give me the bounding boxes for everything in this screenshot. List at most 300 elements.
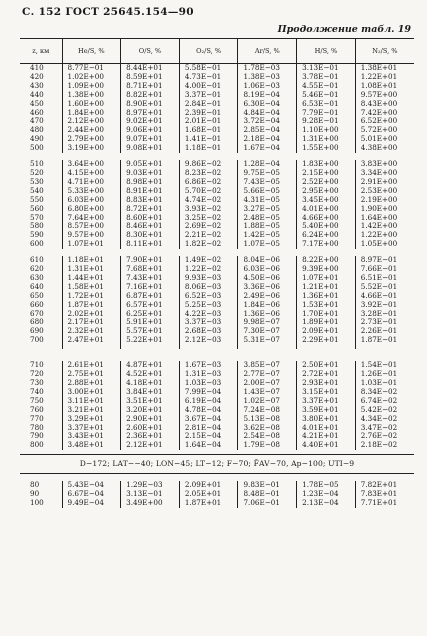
value-cell: 7.43E+01 (121, 274, 180, 283)
value-cell: 3.72E−04 (238, 117, 297, 126)
value-cell: 2.26E−01 (355, 327, 414, 336)
value-cell: 2.79E+00 (62, 135, 121, 144)
table-block-80-100 (20, 481, 414, 508)
table-row (20, 144, 414, 153)
value-cell: 9.28E−01 (297, 117, 356, 126)
value-cell: 2.36E+01 (121, 432, 180, 441)
value-cell: 7.99E−04 (179, 388, 238, 397)
value-cell: 1.78E−03 (238, 64, 297, 73)
value-cell: 3.13E−01 (297, 64, 356, 73)
value-cell: 1.31E+01 (62, 265, 121, 274)
value-cell: 2.75E+01 (62, 370, 121, 379)
value-cell: 4.74E−02 (179, 196, 238, 205)
value-cell: 1.22E−02 (179, 265, 238, 274)
value-cell: 3.37E−01 (179, 91, 238, 100)
value-cell: 2.68E−03 (179, 327, 238, 336)
value-cell: 7.79E−01 (297, 109, 356, 118)
value-cell: 4.18E+01 (121, 379, 180, 388)
value-cell: 9.57E+00 (62, 231, 121, 240)
value-cell: 9.57E+00 (355, 91, 414, 100)
value-cell: 5.46E−01 (297, 91, 356, 100)
value-cell: 6.86E−02 (179, 178, 238, 187)
value-cell: 8.90E+01 (121, 100, 180, 109)
value-cell: 8.71E+01 (121, 82, 180, 91)
value-cell: 9.03E+01 (121, 169, 180, 178)
value-cell: 6.57E+01 (121, 301, 180, 310)
altitude-cell: 700 (30, 335, 44, 345)
value-cell: 8.82E+01 (121, 91, 180, 100)
value-cell: 8.97E+01 (121, 109, 180, 118)
table-row (20, 441, 414, 450)
value-cell: 4.31E−05 (238, 196, 297, 205)
value-cell: 1.05E+00 (355, 240, 414, 249)
value-cell: 1.83E+00 (297, 160, 356, 169)
value-cell: 1.23E−04 (297, 490, 356, 499)
altitude-cell: 660 (30, 299, 44, 309)
value-cell: 1.43E−07 (238, 388, 297, 397)
value-cell: 1.03E−01 (355, 379, 414, 388)
value-cell: 1.87E+01 (179, 499, 238, 508)
altitude-cell: 800 (30, 440, 44, 450)
value-cell: 1.78E−05 (297, 481, 356, 490)
altitude-cell: 680 (30, 317, 44, 327)
value-cell: 4.78E−04 (179, 406, 238, 415)
value-cell: 5.43E−04 (62, 481, 121, 490)
value-cell: 3.93E−02 (179, 205, 238, 214)
value-cell: 2.21E−02 (179, 231, 238, 240)
value-cell: 1.49E−02 (179, 256, 238, 265)
value-cell: 4.40E+01 (297, 441, 356, 450)
value-cell: 1.31E+00 (297, 135, 356, 144)
value-cell: 4.55E−01 (297, 82, 356, 91)
value-cell: 2.47E+01 (62, 336, 121, 349)
value-cell: 1.55E+00 (297, 144, 356, 153)
value-cell: 1.38E+00 (62, 91, 121, 100)
value-cell: 8.60E+01 (121, 214, 180, 223)
value-cell: 4.87E+01 (121, 361, 180, 370)
value-cell: 1.08E+01 (355, 82, 414, 91)
value-cell: 5.40E+00 (297, 222, 356, 231)
value-cell: 6.24E+00 (297, 231, 356, 240)
value-cell: 9.05E+01 (121, 160, 180, 169)
value-cell: 2.09E+01 (179, 481, 238, 490)
value-cell: 7.71E+01 (355, 499, 414, 508)
value-cell: 7.90E+01 (121, 256, 180, 265)
value-cell: 9.02E+01 (121, 117, 180, 126)
value-cell: 1.67E−04 (238, 144, 297, 153)
table-row (20, 499, 414, 508)
table-header (20, 39, 414, 64)
value-cell: 9.07E+01 (121, 135, 180, 144)
value-cell: 8.48E−01 (238, 490, 297, 499)
value-cell: 2.02E+01 (62, 310, 121, 319)
value-cell: 8.04E−06 (238, 256, 297, 265)
value-cell: 5.52E−01 (355, 283, 414, 292)
value-cell: 8.98E+01 (121, 178, 180, 187)
value-cell: 4.73E−01 (179, 73, 238, 82)
data-table (20, 38, 414, 508)
value-cell: 3.45E+00 (297, 196, 356, 205)
altitude-cell: 500 (30, 143, 44, 153)
altitude-cell: 670 (30, 308, 44, 318)
value-cell: 1.89E+01 (297, 318, 356, 327)
column-header-ar: Ar/S, % (238, 39, 297, 64)
altitude-cell: 790 (30, 431, 44, 441)
value-cell: 8.57E+00 (62, 222, 121, 231)
value-cell: 6.67E−04 (62, 490, 121, 499)
value-cell: 2.90E+01 (121, 415, 180, 424)
value-cell: 1.38E−03 (238, 73, 297, 82)
value-cell: 6.52E+00 (355, 117, 414, 126)
value-cell: 4.71E+00 (62, 178, 121, 187)
value-cell: 4.66E−01 (355, 292, 414, 301)
value-cell: 3.47E−02 (355, 424, 414, 433)
value-cell: 8.77E−01 (62, 64, 121, 73)
column-header-o2: O₂/S, % (179, 39, 238, 64)
value-cell: 6.51E−01 (355, 274, 414, 283)
value-cell: 2.95E+00 (297, 187, 356, 196)
altitude-cell: 760 (30, 404, 44, 414)
value-cell: 5.58E−01 (179, 64, 238, 73)
value-cell: 1.28E−04 (238, 160, 297, 169)
altitude-cell: 80 (30, 480, 40, 490)
value-cell: 8.83E+01 (121, 196, 180, 205)
value-cell: 2.85E−04 (238, 126, 297, 135)
value-cell: 6.52E−03 (179, 292, 238, 301)
value-cell: 3.37E−03 (179, 318, 238, 327)
value-cell: 3.64E+00 (62, 160, 121, 169)
value-cell: 8.97E−01 (355, 256, 414, 265)
value-cell: 6.53E−01 (297, 100, 356, 109)
value-cell: 8.23E−02 (179, 169, 238, 178)
value-cell: 3.28E−01 (355, 310, 414, 319)
value-cell: 1.44E+01 (62, 274, 121, 283)
value-cell: 2.50E+01 (297, 361, 356, 370)
value-cell: 2.15E−04 (179, 432, 238, 441)
value-cell: 2.18E−04 (238, 135, 297, 144)
altitude-cell: 600 (30, 239, 44, 249)
altitude-cell: 610 (30, 255, 44, 265)
value-cell: 2.48E−05 (238, 214, 297, 223)
value-cell: 8.06E−03 (179, 283, 238, 292)
value-cell: 8.11E+01 (121, 240, 180, 249)
value-cell: 2.61E+01 (62, 361, 121, 370)
value-cell: 5.13E−08 (238, 415, 297, 424)
value-cell: 2.69E−02 (179, 222, 238, 231)
value-cell: 2.60E+01 (121, 424, 180, 433)
value-cell: 9.08E+01 (121, 144, 180, 153)
value-cell: 7.42E+00 (355, 109, 414, 118)
altitude-cell: 650 (30, 290, 44, 300)
value-cell: 4.84E−04 (238, 109, 297, 118)
value-cell: 4.38E+00 (355, 144, 414, 153)
column-header-h: H/S, % (297, 39, 356, 64)
value-cell: 5.57E+01 (121, 327, 180, 336)
value-cell: 2.39E−01 (179, 109, 238, 118)
value-cell: 1.07E+01 (297, 274, 356, 283)
value-cell: 2.93E+01 (297, 379, 356, 388)
value-cell: 7.16E+01 (121, 283, 180, 292)
value-cell: 3.13E−01 (121, 490, 180, 499)
value-cell: 3.67E−04 (179, 415, 238, 424)
altitude-cell: 640 (30, 281, 44, 291)
value-cell: 1.26E−01 (355, 370, 414, 379)
value-cell: 7.66E−01 (355, 265, 414, 274)
value-cell: 2.12E−03 (179, 336, 238, 349)
value-cell: 3.20E+01 (121, 406, 180, 415)
value-cell: 9.39E+00 (297, 265, 356, 274)
value-cell: 9.93E−03 (179, 274, 238, 283)
value-cell: 8.19E−04 (238, 91, 297, 100)
value-cell: 1.06E−03 (238, 82, 297, 91)
altitude-cell: 630 (30, 272, 44, 282)
value-cell: 1.54E−01 (355, 361, 414, 370)
value-cell: 1.90E+00 (355, 205, 414, 214)
value-cell: 1.18E−01 (179, 144, 238, 153)
value-cell: 2.81E−04 (179, 424, 238, 433)
value-cell: 3.83E+00 (355, 160, 414, 169)
value-cell: 3.59E+01 (297, 406, 356, 415)
altitude-cell: 450 (30, 98, 44, 108)
value-cell: 1.38E+01 (355, 64, 414, 73)
altitude-cell: 730 (30, 378, 44, 387)
value-cell: 2.19E+00 (355, 196, 414, 205)
altitude-cell: 530 (30, 176, 44, 186)
value-cell: 7.83E+01 (355, 490, 414, 499)
value-cell: 2.00E−07 (238, 379, 297, 388)
altitude-cell: 750 (30, 395, 44, 405)
value-cell: 1.72E+01 (62, 292, 121, 301)
altitude-cell: 720 (30, 369, 44, 379)
value-cell: 1.42E+00 (355, 222, 414, 231)
value-cell: 2.76E−02 (355, 432, 414, 441)
value-cell: 7.68E+01 (121, 265, 180, 274)
value-cell: 3.21E+01 (62, 406, 121, 415)
value-cell: 8.46E+01 (121, 222, 180, 231)
column-header-n2: N₂/S, % (355, 39, 414, 64)
altitude-cell: 100 (30, 498, 44, 508)
value-cell: 5.33E+00 (62, 187, 121, 196)
value-cell: 1.67E−03 (179, 361, 238, 370)
table-block-510-600 (20, 160, 414, 249)
value-cell: 1.41E−01 (179, 135, 238, 144)
value-cell: 2.88E+01 (62, 379, 121, 388)
value-cell: 2.09E+01 (297, 327, 356, 336)
altitude-cell: 490 (30, 134, 44, 144)
value-cell: 3.92E−01 (355, 301, 414, 310)
altitude-cell: 580 (30, 221, 44, 231)
value-cell: 4.52E+01 (121, 370, 180, 379)
value-cell: 8.91E+01 (121, 187, 180, 196)
value-cell: 1.21E+01 (297, 283, 356, 292)
value-cell: 4.34E−02 (355, 415, 414, 424)
table-continuation-title: Продолжение табл. 19 (277, 24, 411, 35)
value-cell: 8.44E+01 (121, 64, 180, 73)
value-cell: 9.83E−01 (238, 481, 297, 490)
altitude-cell: 560 (30, 203, 44, 213)
value-cell: 2.77E−07 (238, 370, 297, 379)
value-cell: 2.13E−04 (297, 499, 356, 508)
value-cell: 1.31E−03 (179, 370, 238, 379)
value-cell: 9.06E+01 (121, 126, 180, 135)
value-cell: 5.22E+01 (121, 336, 180, 349)
value-cell: 5.42E−02 (355, 406, 414, 415)
value-cell: 6.03E+00 (62, 196, 121, 205)
altitude-cell: 480 (30, 125, 44, 135)
value-cell: 3.84E+01 (121, 388, 180, 397)
value-cell: 1.36E+01 (297, 292, 356, 301)
value-cell: 1.36E−06 (238, 310, 297, 319)
value-cell: 1.02E−07 (238, 397, 297, 406)
altitude-cell: 740 (30, 386, 44, 396)
value-cell: 1.53E+01 (297, 301, 356, 310)
value-cell: 1.82E−02 (179, 240, 238, 249)
table-block-410-500 (20, 64, 414, 154)
value-cell: 6.80E+00 (62, 205, 121, 214)
value-cell: 1.88E−05 (238, 222, 297, 231)
value-cell: 2.15E+00 (297, 169, 356, 178)
value-cell: 1.64E−04 (179, 441, 238, 450)
value-cell: 2.54E−08 (238, 432, 297, 441)
value-cell: 1.87E+01 (62, 301, 121, 310)
table-block-610-700 (20, 256, 414, 349)
params-row (20, 450, 414, 481)
value-cell: 3.85E−07 (238, 361, 297, 370)
value-cell: 3.37E+01 (297, 397, 356, 406)
value-cell: 2.84E−01 (179, 100, 238, 109)
value-cell: 1.84E−06 (238, 301, 297, 310)
altitude-cell: 770 (30, 413, 44, 423)
value-cell: 2.52E+00 (297, 178, 356, 187)
value-cell: 8.59E+01 (121, 73, 180, 82)
value-cell: 4.00E−01 (179, 82, 238, 91)
parameters-line: D−172; LAT−−40; LON−45; LT−12; F−70; F̄AV−70, Ap−100; UTI−9 (20, 454, 414, 474)
altitude-cell: 510 (30, 159, 44, 169)
altitude-cell: 590 (30, 230, 44, 240)
value-cell: 2.17E+01 (62, 318, 121, 327)
value-cell: 1.03E−03 (179, 379, 238, 388)
value-cell: 3.34E+00 (355, 169, 414, 178)
value-cell: 6.74E−02 (355, 397, 414, 406)
value-cell: 3.29E+01 (62, 415, 121, 424)
value-cell: 6.03E−06 (238, 265, 297, 274)
value-cell: 5.72E+00 (355, 126, 414, 135)
value-cell: 1.87E−01 (355, 336, 414, 349)
value-cell: 4.22E−03 (179, 310, 238, 319)
value-cell: 7.64E+00 (62, 214, 121, 223)
value-cell: 3.19E+00 (62, 144, 121, 153)
value-cell: 1.22E+00 (355, 231, 414, 240)
altitude-cell: 780 (30, 422, 44, 432)
value-cell: 6.30E−04 (238, 100, 297, 109)
value-cell: 7.30E−07 (238, 327, 297, 336)
value-cell: 2.12E+01 (121, 441, 180, 450)
value-cell: 9.75E−05 (238, 169, 297, 178)
altitude-cell: 550 (30, 194, 44, 204)
value-cell: 3.48E+01 (62, 441, 121, 450)
value-cell: 5.91E+01 (121, 318, 180, 327)
value-cell: 1.60E+00 (62, 100, 121, 109)
value-cell: 6.19E−04 (179, 397, 238, 406)
value-cell: 2.12E+00 (62, 117, 121, 126)
value-cell: 3.62E−08 (238, 424, 297, 433)
value-cell: 8.22E+00 (297, 256, 356, 265)
value-cell: 3.78E−01 (297, 73, 356, 82)
altitude-cell: 410 (30, 63, 44, 72)
value-cell: 1.58E+01 (62, 283, 121, 292)
value-cell: 2.29E+01 (297, 336, 356, 349)
value-cell: 4.15E+00 (62, 169, 121, 178)
value-cell: 9.98E−07 (238, 318, 297, 327)
value-cell: 1.70E+01 (297, 310, 356, 319)
value-cell: 1.64E+00 (355, 214, 414, 223)
value-cell: 3.15E+01 (297, 388, 356, 397)
value-cell: 1.07E−05 (238, 240, 297, 249)
altitude-cell: 540 (30, 185, 44, 195)
value-cell: 8.43E+00 (355, 100, 414, 109)
value-cell: 2.73E−01 (355, 318, 414, 327)
table-block-710-800 (20, 361, 414, 450)
value-cell: 2.18E−02 (355, 441, 414, 450)
value-cell: 2.44E+00 (62, 126, 121, 135)
table-row (20, 240, 414, 249)
value-cell: 2.49E−06 (238, 292, 297, 301)
value-cell: 6.25E+01 (121, 310, 180, 319)
altitude-cell: 620 (30, 264, 44, 274)
value-cell: 1.18E+01 (62, 256, 121, 265)
value-cell: 1.42E−05 (238, 231, 297, 240)
altitude-cell: 90 (30, 489, 40, 499)
value-cell: 3.49E+00 (121, 499, 180, 508)
value-cell: 2.05E+01 (179, 490, 238, 499)
value-cell: 4.50E−06 (238, 274, 297, 283)
altitude-cell: 690 (30, 326, 44, 336)
value-cell: 3.43E+01 (62, 432, 121, 441)
value-cell: 3.36E−06 (238, 283, 297, 292)
value-cell: 5.01E+00 (355, 135, 414, 144)
column-header-z: z, км (20, 39, 62, 64)
value-cell: 1.29E−03 (121, 481, 180, 490)
value-cell: 2.53E+00 (355, 187, 414, 196)
altitude-cell: 710 (30, 360, 44, 370)
value-cell: 4.01E+01 (297, 424, 356, 433)
value-cell: 8.34E−02 (355, 388, 414, 397)
value-cell: 5.70E−02 (179, 187, 238, 196)
value-cell: 4.01E+00 (297, 205, 356, 214)
altitude-cell: 430 (30, 80, 44, 90)
value-cell: 1.22E+01 (355, 73, 414, 82)
value-cell: 8.30E+01 (121, 231, 180, 240)
value-cell: 3.11E+01 (62, 397, 121, 406)
value-cell: 8.72E+01 (121, 205, 180, 214)
value-cell: 3.37E+01 (62, 424, 121, 433)
value-cell: 1.02E+00 (62, 73, 121, 82)
value-cell: 2.32E+01 (62, 327, 121, 336)
altitude-cell: 460 (30, 107, 44, 117)
value-cell: 4.66E+00 (297, 214, 356, 223)
value-cell: 1.79E−08 (238, 441, 297, 450)
altitude-cell: 470 (30, 116, 44, 126)
page-header: С. 152 ГОСТ 25645.154—90 (22, 6, 194, 18)
value-cell: 3.25E−02 (179, 214, 238, 223)
value-cell: 3.51E+01 (121, 397, 180, 406)
value-cell: 6.87E+01 (121, 292, 180, 301)
value-cell: 7.43E−05 (238, 178, 297, 187)
value-cell: 9.49E−04 (62, 499, 121, 508)
altitude-cell: 420 (30, 71, 44, 81)
value-cell: 1.10E+00 (297, 126, 356, 135)
column-header-he: He/S, % (62, 39, 121, 64)
